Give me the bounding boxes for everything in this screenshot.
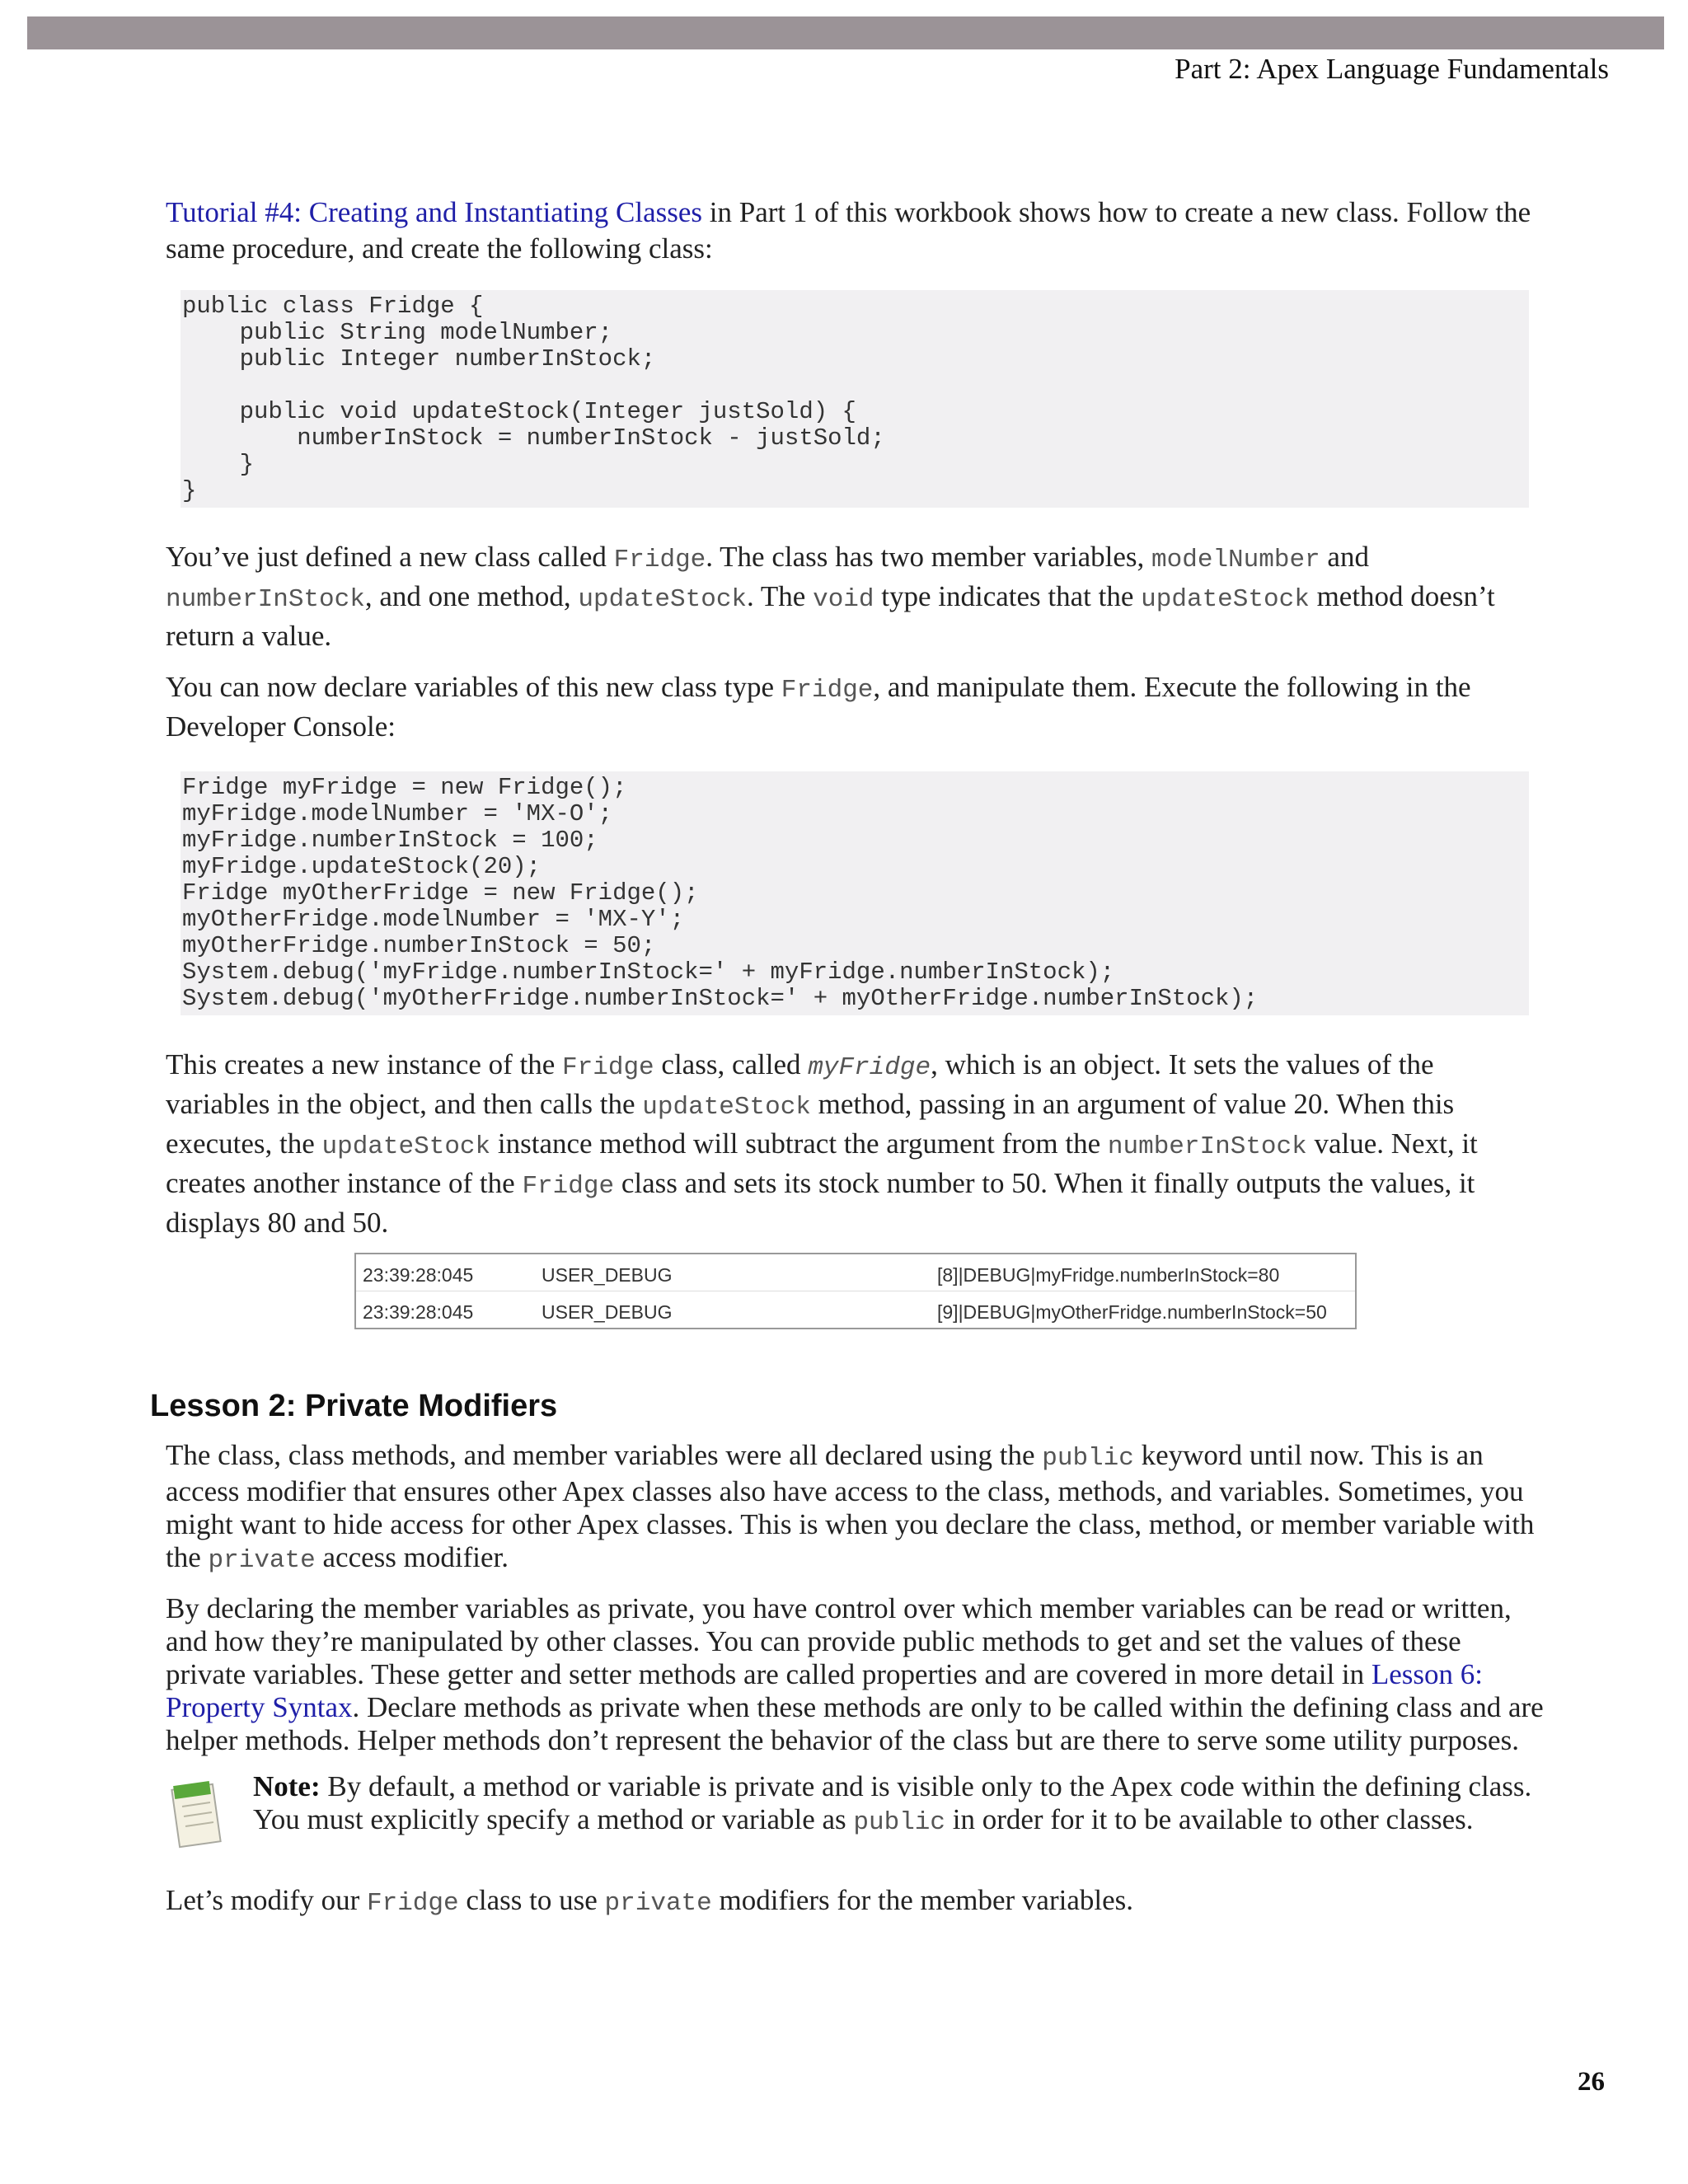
fridge-class-code: public class Fridge { public String modelNumber; public Integer numberInStock; public void updateStock(Integer justSold) { numberInStock = numberInStock - justSold; } } — [181, 290, 1529, 508]
paragraph-class-definition: You’ve just defined a new class called Fridge. The class has two member variables, modelNumber and numberInStock, and one method, updateStock. The void type indicates that the updateStock method doesn’t return a value. — [166, 541, 1495, 652]
debug-message: [9]|DEBUG|myOtherFridge.numberInStock=50 — [937, 1301, 1327, 1323]
debug-log-row — [356, 1291, 1355, 1328]
lesson-6-link[interactable]: Lesson 6: Property Syntax — [166, 1658, 1484, 1723]
intro-paragraph: Tutorial #4: Creating and Instantiating Classes in Part 1 of this workbook shows how to create a new class. Follow the same procedure, and create the following class: — [166, 196, 1531, 265]
tutorial-4-link[interactable]: Tutorial #4: Creating and Instantiating Classes — [166, 196, 703, 228]
lesson-2-paragraph-2: By declaring the member variables as private, you have control over which member variables can be read or written, and how they’re manipulated by other classes. You can provide public methods to get and set the values of these private variables. These getter and setter methods are called properties and are covered in more detail in Lesson 6: Property Syntax. Declare methods as private when these methods are only to be called within the defining class and are helper methods. Helper methods don’t represent the behavior of the class but are there to serve some utility purposes. — [166, 1592, 1544, 1756]
note-text: Note: By default, a method or variable is private and is visible only to the Apex code within the defining class. You must explicitly specify a method or variable as public in order for it to be available to other classes. — [253, 1770, 1532, 1837]
page-number: 26 — [1578, 2067, 1605, 2097]
lesson-2-paragraph-3: Let’s modify our Fridge class to use private modifiers for the member variables. — [166, 1884, 1133, 1918]
debug-time: 23:39:28:045 — [363, 1264, 474, 1286]
developer-console-code: Fridge myFridge = new Fridge(); myFridge.modelNumber = 'MX-O'; myFridge.numberInStock = 100; myFridge.updateStock(20); Fridge myOtherFridge = new Fridge(); myOtherFridge.modelNumber = 'MX-Y'; myOtherFridge.numberInStock = 50; System.debug('myFridge.numberInStock=' + myFridge.numberInStock); System.debug('myOtherFridge.numberInStock=' + myOtherFridge.numberInStock); — [181, 771, 1529, 1015]
paragraph-instance-explanation: This creates a new instance of the Fridge class, called myFridge, which is an object. It sets the values of the variables in the object, and then calls the updateStock method, passing in an argument of value 20. When this executes, the updateStock instance method will subtract the argument from the numberInStock value. Next, it creates another instance of the Fridge class and sets its stock number to 50. When it finally outputs the values, it displays 80 and 50. — [166, 1048, 1478, 1239]
lesson-2-paragraph-1: The class, class methods, and member variables were all declared using the public keyword until now. This is an access modifier that ensures other Apex classes also have access to the class, methods, and variables. Sometimes, you might want to hide access for other Apex classes. This is when you declare the class, method, or member variable with the private access modifier. — [166, 1439, 1535, 1575]
debug-log-table — [354, 1253, 1357, 1329]
debug-log-row — [356, 1254, 1355, 1291]
note-icon — [171, 1777, 228, 1851]
debug-event: USER_DEBUG — [542, 1301, 673, 1323]
paragraph-declare-variables: You can now declare variables of this new class type Fridge, and manipulate them. Execute the following in the Developer Console: — [166, 671, 1471, 743]
top-bar — [27, 16, 1664, 49]
note-box — [166, 1770, 1544, 1840]
debug-time: 23:39:28:045 — [363, 1301, 474, 1323]
running-head: Part 2: Apex Language Fundamentals — [1175, 53, 1609, 85]
lesson-2-heading: Lesson 2: Private Modifiers — [150, 1389, 558, 1423]
debug-message: [8]|DEBUG|myFridge.numberInStock=80 — [937, 1264, 1280, 1286]
debug-event: USER_DEBUG — [542, 1264, 673, 1286]
page-content — [150, 194, 1544, 1922]
